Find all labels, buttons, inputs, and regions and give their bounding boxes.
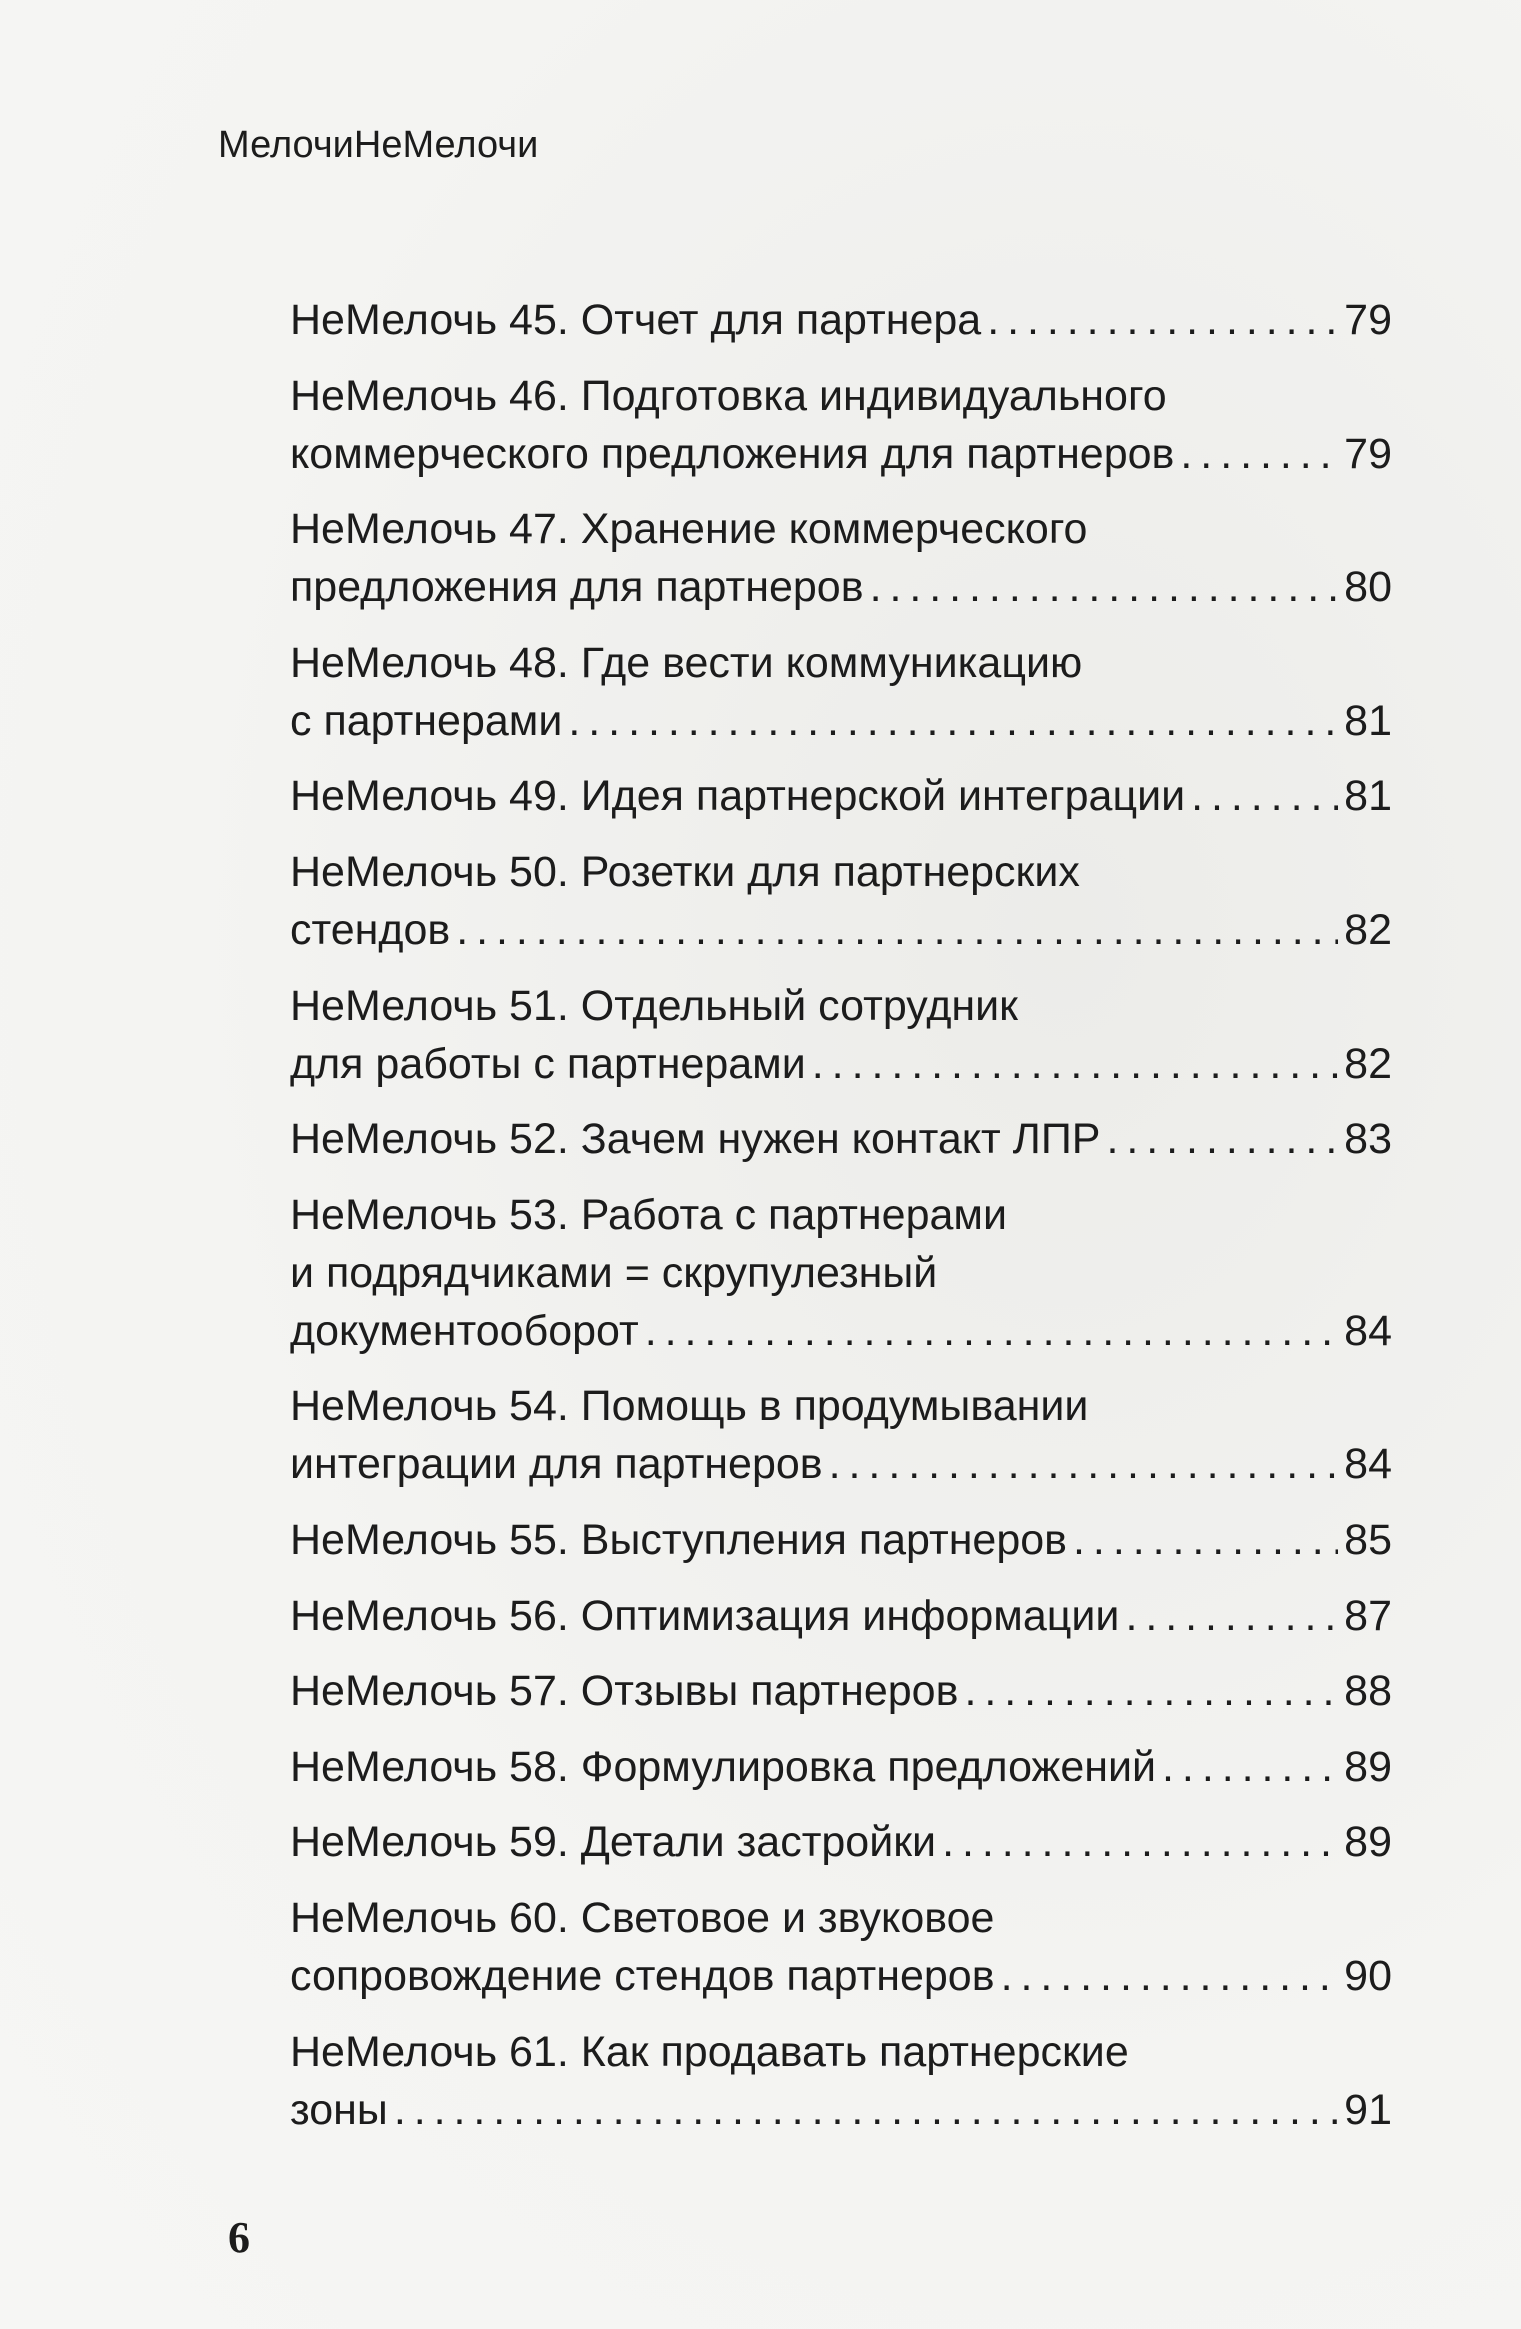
toc-entry-line	[290, 1377, 1392, 1435]
dot-leader	[829, 1435, 1339, 1493]
toc-entry-title: НеМелочь 61. Как продавать партнерские	[290, 2027, 1129, 2076]
toc-entry	[290, 977, 1392, 1093]
toc-entry	[290, 1110, 1392, 1168]
toc-entry-title: зоны	[290, 2085, 388, 2134]
toc-page-number: 81	[1344, 772, 1392, 821]
dot-leader	[456, 901, 1338, 959]
toc-entry-title: НеМелочь 55. Выступления партнеров	[290, 1515, 1068, 1564]
toc-page-number: 80	[1344, 563, 1392, 612]
toc-entry	[290, 1377, 1392, 1493]
toc-entry-line	[290, 1302, 1392, 1360]
dot-leader	[1073, 1511, 1338, 1569]
toc-page-number: 82	[1344, 1039, 1392, 1088]
toc-entry-line	[290, 692, 1392, 750]
toc-entry-line	[290, 1435, 1392, 1493]
toc-entry	[290, 2023, 1392, 2139]
toc-entry-title: НеМелочь 45. Отчет для партнера	[290, 296, 982, 344]
dot-leader	[870, 558, 1339, 616]
toc-page-number: 84	[1344, 1440, 1392, 1489]
toc-entry-title: для работы с партнерами	[290, 1039, 806, 1088]
dot-leader	[1180, 425, 1338, 483]
toc-entry	[290, 1186, 1392, 1360]
toc-entry-title: НеМелочь 51. Отдельный сотрудник	[290, 981, 1018, 1030]
toc-entry-line	[290, 1587, 1392, 1645]
toc-page-number: 91	[1344, 2085, 1392, 2134]
toc-entry-line	[290, 2081, 1392, 2139]
toc-entry-title: НеМелочь 58. Формулировка предложений	[290, 1742, 1157, 1791]
toc-entry-line	[290, 1947, 1392, 2005]
dot-leader	[812, 1035, 1338, 1093]
dot-leader	[987, 291, 1338, 349]
dot-leader	[1106, 1110, 1338, 1168]
toc-page-number: 79	[1344, 296, 1392, 344]
toc-entry-line	[290, 1889, 1392, 1947]
dot-leader	[394, 2081, 1338, 2139]
toc-entry	[290, 1813, 1392, 1871]
toc-entry-title: коммерческого предложения для партнеров	[290, 429, 1175, 478]
dot-leader	[1125, 1587, 1338, 1645]
toc-page-number: 88	[1344, 1667, 1392, 1716]
toc-entry-line	[290, 977, 1392, 1035]
toc-entry-line	[290, 558, 1392, 616]
toc-entry-line	[290, 843, 1392, 901]
toc-page-number: 90	[1344, 1951, 1392, 2000]
toc-entry	[290, 367, 1392, 483]
toc-entry	[290, 634, 1392, 750]
toc-entry-title: НеМелочь 57. Отзывы партнеров	[290, 1667, 959, 1716]
toc-entry-line	[290, 767, 1392, 825]
table-of-contents	[290, 291, 1392, 2156]
toc-entry-title: НеМелочь 47. Хранение коммерческого	[290, 505, 1088, 554]
toc-page-number: 85	[1344, 1515, 1392, 1564]
dot-leader	[1191, 767, 1338, 825]
toc-entry-line	[290, 1738, 1392, 1796]
toc-page-number: 83	[1344, 1115, 1392, 1164]
toc-entry-line	[290, 2023, 1392, 2081]
toc-entry-title: интеграции для партнеров	[290, 1440, 823, 1489]
toc-entry	[290, 1587, 1392, 1645]
toc-entry-line	[290, 1186, 1392, 1244]
toc-entry	[290, 1511, 1392, 1569]
toc-entry-title: НеМелочь 52. Зачем нужен контакт ЛПР	[290, 1115, 1101, 1164]
dot-leader	[568, 692, 1338, 750]
toc-entry	[290, 291, 1392, 349]
toc-entry-title: НеМелочь 56. Оптимизация информации	[290, 1591, 1120, 1640]
toc-entry-title: НеМелочь 46. Подготовка индивидуального	[290, 371, 1167, 420]
toc-entry-title: сопровождение стендов партнеров	[290, 1951, 995, 2000]
toc-entry-line	[290, 367, 1392, 425]
toc-entry-line	[290, 500, 1392, 558]
toc-entry	[290, 767, 1392, 825]
toc-entry-title: предложения для партнеров	[290, 563, 864, 612]
toc-entry-title: НеМелочь 50. Розетки для партнерских	[290, 847, 1080, 896]
toc-entry-line	[290, 1813, 1392, 1871]
toc-entry-line	[290, 425, 1392, 483]
toc-entry-title: НеМелочь 49. Идея партнерской интеграции	[290, 772, 1186, 821]
toc-entry	[290, 843, 1392, 959]
toc-entry-title: НеМелочь 54. Помощь в продумывании	[290, 1382, 1089, 1431]
running-header: МелочиНеМелочи	[218, 124, 539, 166]
toc-page-number: 81	[1344, 696, 1392, 745]
dot-leader	[942, 1813, 1338, 1871]
toc-entry	[290, 1889, 1392, 2005]
dot-leader	[645, 1302, 1338, 1360]
toc-page-number: 82	[1344, 905, 1392, 954]
toc-entry	[290, 1662, 1392, 1720]
page-number: 6	[228, 2213, 250, 2262]
toc-entry-line	[290, 901, 1392, 959]
toc-entry-title: НеМелочь 59. Детали застройки	[290, 1818, 937, 1867]
toc-page-number: 79	[1344, 429, 1392, 478]
toc-entry-title: с партнерами	[290, 696, 563, 745]
dot-leader	[1001, 1947, 1339, 2005]
toc-entry-title: НеМелочь 60. Световое и звуковое	[290, 1893, 995, 1942]
toc-entry	[290, 500, 1392, 616]
toc-entry-title: документооборот	[290, 1306, 639, 1355]
toc-entry-line	[290, 1511, 1392, 1569]
toc-entry-line	[290, 1662, 1392, 1720]
toc-entry-title: стендов	[290, 905, 451, 954]
toc-entry-line	[290, 634, 1392, 692]
toc-page-number: 87	[1344, 1591, 1392, 1640]
toc-entry-line	[290, 291, 1392, 349]
toc-entry-title: НеМелочь 53. Работа с партнерами	[290, 1190, 1007, 1239]
toc-entry	[290, 1738, 1392, 1796]
toc-page-number: 89	[1344, 1818, 1392, 1867]
toc-entry-line	[290, 1110, 1392, 1168]
toc-entry-title: НеМелочь 48. Где вести коммуникацию	[290, 638, 1083, 687]
toc-page-number: 84	[1344, 1306, 1392, 1355]
toc-entry-line	[290, 1244, 1392, 1302]
toc-entry-line	[290, 1035, 1392, 1093]
toc-entry-title: и подрядчиками = скрупулезный	[290, 1248, 938, 1297]
toc-page-number: 89	[1344, 1742, 1392, 1791]
dot-leader	[1162, 1738, 1338, 1796]
dot-leader	[964, 1662, 1338, 1720]
